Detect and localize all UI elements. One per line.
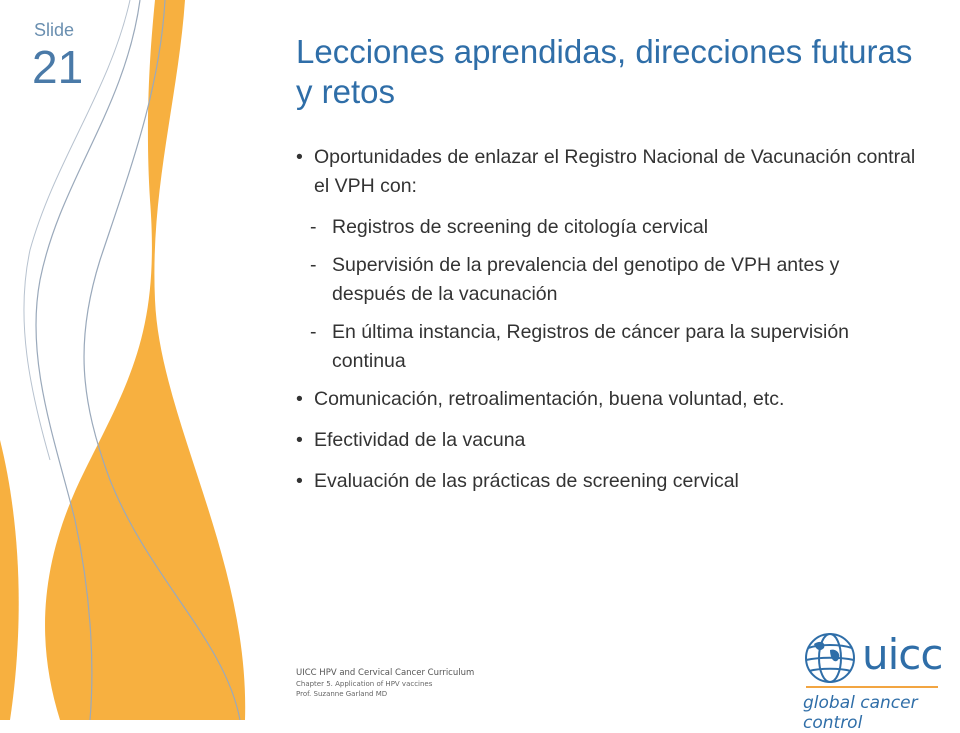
bullet-mark: •	[296, 429, 303, 451]
bullet-text: Comunicación, retroalimentación, buena voluntad, etc.	[314, 388, 785, 410]
sub-bullet-item	[296, 251, 916, 309]
dash-mark: -	[310, 216, 317, 238]
sub-bullet-text: Supervisión de la prevalencia del genotipo de VPH antes y después de la vacunación	[332, 254, 840, 305]
logo-divider	[806, 686, 938, 688]
slide-title: Lecciones aprendidas, direcciones futuras y retos	[296, 33, 913, 110]
sub-bullet-text: Registros de screening de citología cervical	[332, 216, 709, 238]
bullet-mark: •	[296, 146, 303, 168]
slide-number: 21	[32, 41, 84, 93]
slide-label: Slide	[34, 20, 75, 40]
slide-content	[296, 143, 916, 508]
bullet-item	[296, 426, 916, 455]
sub-bullet-item	[296, 318, 916, 376]
bullet-text: Efectividad de la vacuna	[314, 429, 526, 451]
bullet-item	[296, 143, 916, 201]
dash-mark: -	[310, 254, 317, 276]
footer-author: Prof. Suzanne Garland MD	[296, 690, 388, 698]
bullet-item	[296, 385, 916, 414]
sub-bullet-text: En última instancia, Registros de cáncer para la supervisión continua	[332, 321, 850, 372]
footer-chapter: Chapter 5. Application of HPV vaccines	[296, 680, 433, 688]
footer-course: UICC HPV and Cervical Cancer Curriculum	[296, 668, 475, 678]
bullet-text: Oportunidades de enlazar el Registro Nacional de Vacunación contral el VPH con:	[314, 146, 916, 197]
dash-mark: -	[310, 321, 317, 343]
logo-wordmark: uicc	[862, 630, 943, 679]
bullet-mark: •	[296, 470, 303, 492]
logo-tagline: global cancer control	[803, 693, 918, 733]
bullet-text: Evaluación de las prácticas de screening cervical	[314, 470, 739, 492]
bullet-mark: •	[296, 388, 303, 410]
footer	[296, 668, 474, 699]
bullet-item	[296, 467, 916, 496]
sub-bullet-item	[296, 213, 916, 242]
